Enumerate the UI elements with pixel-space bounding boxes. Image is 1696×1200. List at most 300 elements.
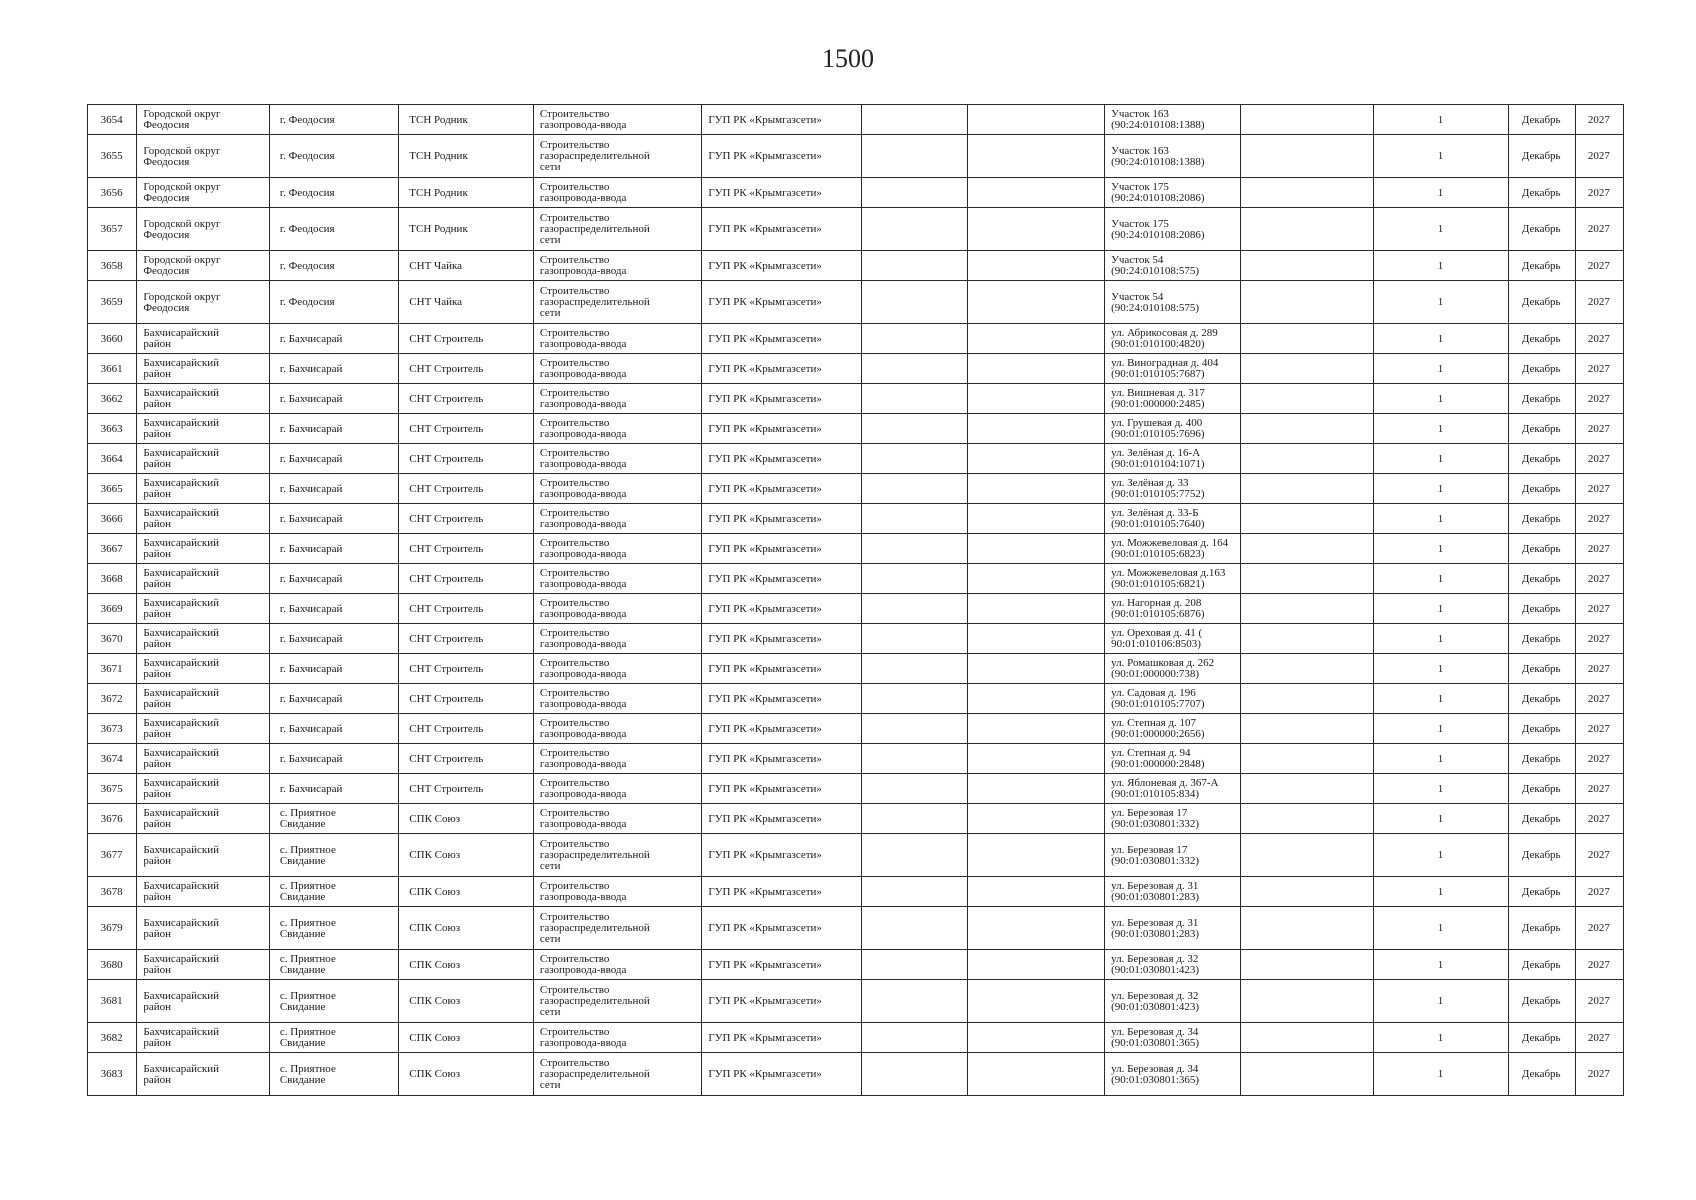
organization-cell-text: ГУП РК «Крымгазсети» <box>708 752 822 765</box>
empty-cell <box>968 178 1105 208</box>
quantity-cell <box>1374 834 1509 877</box>
month-cell-text: Декабрь <box>1521 332 1561 345</box>
partnership-cell <box>399 744 534 774</box>
address-cell <box>1105 684 1241 714</box>
address-cell <box>1105 834 1241 877</box>
district-cell-text: Бахчисарайский район <box>143 843 220 867</box>
row-number-text: 3661 <box>100 362 123 375</box>
district-cell <box>137 208 270 251</box>
address-cell-text: ул. Березовая 17 (90:01:030801:332) <box>1111 807 1200 830</box>
month-cell <box>1508 564 1575 594</box>
address-cell <box>1105 281 1241 324</box>
address-cell-text: ул. Зелёная д. 33 (90:01:010105:7752) <box>1111 477 1205 500</box>
year-cell <box>1575 208 1623 251</box>
partnership-cell <box>399 208 534 251</box>
address-cell <box>1105 654 1241 684</box>
row-number <box>88 534 137 564</box>
row-number-text: 3672 <box>100 692 123 705</box>
month-cell-text: Декабрь <box>1521 782 1561 795</box>
district-cell <box>137 624 270 654</box>
partnership-cell-text: СПК Союз <box>409 1068 461 1080</box>
settlement-cell <box>269 564 398 594</box>
address-cell <box>1105 504 1241 534</box>
quantity-cell <box>1374 1053 1509 1096</box>
empty-cell <box>861 564 968 594</box>
quantity-cell <box>1374 105 1509 135</box>
month-cell-text: Декабрь <box>1521 1031 1561 1044</box>
work-type-cell-text: Строительство газопровода-ввода <box>539 507 627 530</box>
year-cell-text: 2027 <box>1587 782 1610 795</box>
address-cell-text: Участок 175 (90:24:010108:2086) <box>1111 217 1205 241</box>
quantity-cell-text: 1 <box>1437 223 1444 235</box>
row-number <box>88 414 137 444</box>
quantity-cell-text: 1 <box>1437 849 1444 861</box>
row-number <box>88 324 137 354</box>
empty-cell <box>1240 354 1374 384</box>
row-number <box>88 877 137 907</box>
month-cell-text: Декабрь <box>1521 259 1561 272</box>
settlement-cell <box>269 684 398 714</box>
district-cell <box>137 877 270 907</box>
empty-cell <box>861 105 968 135</box>
empty-cell <box>968 980 1105 1023</box>
organization-cell <box>702 281 861 324</box>
address-cell <box>1105 714 1241 744</box>
district-cell <box>137 135 270 178</box>
partnership-cell <box>399 354 534 384</box>
address-cell-text: ул. Зелёная д. 16-А (90:01:010104:1071) <box>1111 447 1205 470</box>
partnership-cell-text: СНТ Строитель <box>409 542 484 555</box>
work-type-cell <box>533 950 701 980</box>
empty-cell <box>1240 474 1374 504</box>
organization-cell-text: ГУП РК «Крымгазсети» <box>708 223 822 235</box>
month-cell-text: Декабрь <box>1521 512 1561 525</box>
organization-cell <box>702 624 861 654</box>
year-cell-text: 2027 <box>1587 1031 1610 1044</box>
quantity-cell-text: 1 <box>1437 150 1444 162</box>
settlement-cell <box>269 474 398 504</box>
organization-cell-text: ГУП РК «Крымгазсети» <box>708 150 822 162</box>
empty-cell <box>861 714 968 744</box>
empty-cell <box>861 804 968 834</box>
address-cell <box>1105 135 1241 178</box>
empty-cell <box>861 834 968 877</box>
empty-cell <box>861 444 968 474</box>
empty-cell <box>861 980 968 1023</box>
work-type-cell <box>533 135 701 178</box>
empty-cell <box>1240 594 1374 624</box>
partnership-cell-text: СНТ Чайка <box>409 259 463 272</box>
empty-cell <box>968 907 1105 950</box>
empty-cell <box>968 774 1105 804</box>
year-cell-text: 2027 <box>1587 692 1610 705</box>
year-cell <box>1575 654 1623 684</box>
row-number <box>88 834 137 877</box>
quantity-cell <box>1374 980 1509 1023</box>
empty-cell <box>861 774 968 804</box>
address-cell <box>1105 414 1241 444</box>
settlement-cell-text: г. Бахчисарай <box>279 752 343 765</box>
month-cell-text: Декабрь <box>1521 392 1561 405</box>
organization-cell-text: ГУП РК «Крымгазсети» <box>708 296 822 308</box>
partnership-cell <box>399 877 534 907</box>
district-cell-text: Городской округ Феодосия <box>143 217 221 241</box>
district-cell <box>137 105 270 135</box>
month-cell <box>1508 594 1575 624</box>
partnership-cell-text: СНТ Строитель <box>409 332 484 345</box>
work-type-cell-text: Строительство газопровода-ввода <box>539 597 627 620</box>
address-cell-text: ул. Абрикосовая д. 289 (90:01:010100:4820) <box>1111 327 1218 350</box>
month-cell-text: Декабрь <box>1521 296 1561 308</box>
year-cell-text: 2027 <box>1587 812 1610 825</box>
partnership-cell-text: СНТ Строитель <box>409 602 484 615</box>
empty-cell <box>861 744 968 774</box>
settlement-cell <box>269 950 398 980</box>
organization-cell <box>702 414 861 444</box>
organization-cell-text: ГУП РК «Крымгазсети» <box>708 922 822 934</box>
empty-cell <box>968 714 1105 744</box>
address-cell <box>1105 744 1241 774</box>
table-row <box>88 251 1624 281</box>
month-cell <box>1508 877 1575 907</box>
work-type-cell <box>533 354 701 384</box>
settlement-cell <box>269 907 398 950</box>
work-type-cell <box>533 744 701 774</box>
organization-cell-text: ГУП РК «Крымгазсети» <box>708 392 822 405</box>
month-cell <box>1508 744 1575 774</box>
partnership-cell <box>399 774 534 804</box>
year-cell <box>1575 1023 1623 1053</box>
month-cell <box>1508 714 1575 744</box>
address-cell <box>1105 877 1241 907</box>
row-number-text: 3677 <box>100 849 123 861</box>
month-cell-text: Декабрь <box>1521 113 1561 126</box>
organization-cell-text: ГУП РК «Крымгазсети» <box>708 422 822 435</box>
district-cell-text: Городской округ Феодосия <box>143 144 221 168</box>
row-number <box>88 474 137 504</box>
settlement-cell-text: г. Бахчисарай <box>279 452 343 465</box>
empty-cell <box>968 504 1105 534</box>
partnership-cell-text: СНТ Строитель <box>409 572 484 585</box>
empty-cell <box>861 907 968 950</box>
address-cell <box>1105 804 1241 834</box>
month-cell-text: Декабрь <box>1521 150 1561 162</box>
work-type-cell <box>533 834 701 877</box>
organization-cell <box>702 1023 861 1053</box>
district-cell-text: Бахчисарайский район <box>143 477 220 500</box>
table-body <box>88 105 1624 1096</box>
partnership-cell <box>399 384 534 414</box>
address-cell <box>1105 444 1241 474</box>
year-cell <box>1575 504 1623 534</box>
district-cell <box>137 178 270 208</box>
quantity-cell-text: 1 <box>1437 885 1444 898</box>
district-cell-text: Бахчисарайский район <box>143 953 220 976</box>
work-type-cell-text: Строительство газопровода-ввода <box>539 627 627 650</box>
row-number <box>88 714 137 744</box>
organization-cell <box>702 877 861 907</box>
month-cell <box>1508 907 1575 950</box>
work-type-cell-text: Строительство газопровода-ввода <box>539 181 627 204</box>
year-cell-text: 2027 <box>1587 296 1610 308</box>
work-type-cell-text: Строительство газораспределительной сети <box>539 984 650 1018</box>
month-cell-text: Декабрь <box>1521 223 1561 235</box>
district-cell <box>137 281 270 324</box>
work-type-cell-text: Строительство газораспределительной сети <box>539 911 650 945</box>
year-cell-text: 2027 <box>1587 150 1610 162</box>
quantity-cell <box>1374 774 1509 804</box>
row-number-text: 3660 <box>100 332 123 345</box>
organization-cell <box>702 744 861 774</box>
partnership-cell-text: СПК Союз <box>409 958 461 971</box>
row-number <box>88 594 137 624</box>
empty-cell <box>861 624 968 654</box>
table-row <box>88 504 1624 534</box>
table-row <box>88 624 1624 654</box>
month-cell-text: Декабрь <box>1521 958 1561 971</box>
row-number <box>88 135 137 178</box>
address-cell-text: ул. Березовая 17 (90:01:030801:332) <box>1111 843 1200 867</box>
year-cell-text: 2027 <box>1587 662 1610 675</box>
empty-cell <box>1240 834 1374 877</box>
address-cell-text: ул. Ромашковая д. 262 (90:01:000000:738) <box>1111 657 1215 680</box>
partnership-cell <box>399 950 534 980</box>
district-cell <box>137 980 270 1023</box>
month-cell <box>1508 1023 1575 1053</box>
table-row <box>88 135 1624 178</box>
quantity-cell <box>1374 714 1509 744</box>
district-cell <box>137 504 270 534</box>
quantity-cell <box>1374 564 1509 594</box>
year-cell-text: 2027 <box>1587 392 1610 405</box>
month-cell <box>1508 1053 1575 1096</box>
empty-cell <box>968 324 1105 354</box>
empty-cell <box>1240 714 1374 744</box>
empty-cell <box>861 594 968 624</box>
work-type-cell <box>533 178 701 208</box>
work-type-cell-text: Строительство газопровода-ввода <box>539 108 627 131</box>
empty-cell <box>968 950 1105 980</box>
address-cell-text: ул. Можжевеловая д.163 (90:01:010105:6821) <box>1111 567 1226 590</box>
quantity-cell <box>1374 384 1509 414</box>
settlement-cell <box>269 1053 398 1096</box>
settlement-cell-text: г. Бахчисарай <box>279 632 343 645</box>
row-number <box>88 744 137 774</box>
settlement-cell <box>269 980 398 1023</box>
year-cell <box>1575 384 1623 414</box>
partnership-cell <box>399 980 534 1023</box>
empty-cell <box>861 654 968 684</box>
address-cell-text: ул. Степная д. 94 (90:01:000000:2848) <box>1111 747 1205 770</box>
year-cell-text: 2027 <box>1587 422 1610 435</box>
organization-cell-text: ГУП РК «Крымгазсети» <box>708 572 822 585</box>
month-cell-text: Декабрь <box>1521 602 1561 615</box>
row-number-text: 3681 <box>100 995 123 1007</box>
settlement-cell-text: г. Феодосия <box>279 150 335 162</box>
quantity-cell-text: 1 <box>1437 542 1444 555</box>
work-type-cell <box>533 251 701 281</box>
district-cell-text: Бахчисарайский район <box>143 880 220 903</box>
month-cell-text: Декабрь <box>1521 542 1561 555</box>
empty-cell <box>968 1053 1105 1096</box>
organization-cell-text: ГУП РК «Крымгазсети» <box>708 186 822 199</box>
empty-cell <box>1240 281 1374 324</box>
empty-cell <box>1240 744 1374 774</box>
month-cell-text: Декабрь <box>1521 692 1561 705</box>
district-cell <box>137 414 270 444</box>
work-type-cell-text: Строительство газопровода-ввода <box>539 447 627 470</box>
table-row <box>88 684 1624 714</box>
year-cell-text: 2027 <box>1587 995 1610 1007</box>
organization-cell <box>702 105 861 135</box>
district-cell-text: Бахчисарайский район <box>143 916 220 940</box>
empty-cell <box>968 1023 1105 1053</box>
organization-cell-text: ГУП РК «Крымгазсети» <box>708 849 822 861</box>
district-cell-text: Бахчисарайский район <box>143 989 220 1013</box>
quantity-cell-text: 1 <box>1437 422 1444 435</box>
organization-cell <box>702 178 861 208</box>
month-cell <box>1508 178 1575 208</box>
organization-cell <box>702 980 861 1023</box>
year-cell <box>1575 534 1623 564</box>
partnership-cell <box>399 594 534 624</box>
year-cell <box>1575 834 1623 877</box>
organization-cell <box>702 714 861 744</box>
address-cell <box>1105 208 1241 251</box>
address-cell <box>1105 534 1241 564</box>
partnership-cell <box>399 907 534 950</box>
empty-cell <box>1240 504 1374 534</box>
address-cell-text: ул. Вишневая д. 317 (90:01:000000:2485) <box>1111 387 1205 410</box>
quantity-cell-text: 1 <box>1437 995 1444 1007</box>
work-type-cell <box>533 980 701 1023</box>
month-cell <box>1508 444 1575 474</box>
row-number-text: 3667 <box>100 542 123 555</box>
settlement-cell-text: г. Феодосия <box>279 113 335 126</box>
month-cell <box>1508 324 1575 354</box>
empty-cell <box>1240 135 1374 178</box>
row-number <box>88 208 137 251</box>
empty-cell <box>861 178 968 208</box>
empty-cell <box>968 384 1105 414</box>
table-row <box>88 774 1624 804</box>
empty-cell <box>861 384 968 414</box>
quantity-cell-text: 1 <box>1437 692 1444 705</box>
year-cell-text: 2027 <box>1587 223 1610 235</box>
partnership-cell <box>399 251 534 281</box>
empty-cell <box>1240 564 1374 594</box>
partnership-cell-text: ТСН Родник <box>409 223 468 235</box>
settlement-cell <box>269 624 398 654</box>
work-type-cell <box>533 594 701 624</box>
organization-cell <box>702 804 861 834</box>
quantity-cell-text: 1 <box>1437 752 1444 765</box>
address-cell-text: Участок 163 (90:24:010108:1388) <box>1111 108 1205 131</box>
empty-cell <box>968 564 1105 594</box>
work-type-cell <box>533 654 701 684</box>
partnership-cell <box>399 444 534 474</box>
organization-cell <box>702 834 861 877</box>
partnership-cell-text: СНТ Строитель <box>409 482 484 495</box>
year-cell <box>1575 324 1623 354</box>
district-cell <box>137 684 270 714</box>
organization-cell <box>702 564 861 594</box>
quantity-cell <box>1374 504 1509 534</box>
work-type-cell <box>533 1023 701 1053</box>
empty-cell <box>1240 774 1374 804</box>
empty-cell <box>1240 907 1374 950</box>
work-type-cell-text: Строительство газопровода-ввода <box>539 953 627 976</box>
address-cell-text: ул. Ореховая д. 41 ( 90:01:010106:8503) <box>1111 627 1203 650</box>
month-cell <box>1508 504 1575 534</box>
quantity-cell-text: 1 <box>1437 662 1444 675</box>
settlement-cell-text: с. Приятное Свидание <box>279 880 336 903</box>
row-number <box>88 354 137 384</box>
organization-cell <box>702 208 861 251</box>
row-number <box>88 178 137 208</box>
empty-cell <box>968 654 1105 684</box>
organization-cell <box>702 1053 861 1096</box>
empty-cell <box>861 1023 968 1053</box>
row-number-text: 3668 <box>100 572 123 585</box>
partnership-cell <box>399 624 534 654</box>
work-type-cell <box>533 804 701 834</box>
work-type-cell <box>533 474 701 504</box>
organization-cell-text: ГУП РК «Крымгазсети» <box>708 782 822 795</box>
empty-cell <box>861 414 968 444</box>
quantity-cell-text: 1 <box>1437 362 1444 375</box>
quantity-cell-text: 1 <box>1437 296 1444 308</box>
settlement-cell-text: с. Приятное Свидание <box>279 1062 336 1086</box>
table-row <box>88 384 1624 414</box>
empty-cell <box>968 414 1105 444</box>
quantity-cell <box>1374 534 1509 564</box>
district-cell <box>137 804 270 834</box>
empty-cell <box>968 474 1105 504</box>
partnership-cell <box>399 804 534 834</box>
row-number <box>88 1053 137 1096</box>
district-cell <box>137 564 270 594</box>
partnership-cell <box>399 714 534 744</box>
table-row <box>88 980 1624 1023</box>
table-row <box>88 324 1624 354</box>
year-cell-text: 2027 <box>1587 113 1610 126</box>
work-type-cell-text: Строительство газопровода-ввода <box>539 387 627 410</box>
month-cell <box>1508 534 1575 564</box>
row-number-text: 3663 <box>100 422 123 435</box>
address-cell <box>1105 950 1241 980</box>
partnership-cell <box>399 281 534 324</box>
work-type-cell-text: Строительство газораспределительной сети <box>539 1057 650 1091</box>
district-cell-text: Бахчисарайский район <box>143 717 220 740</box>
settlement-cell <box>269 414 398 444</box>
address-cell-text: ул. Березовая д. 31 (90:01:030801:283) <box>1111 916 1200 940</box>
quantity-cell <box>1374 950 1509 980</box>
quantity-cell-text: 1 <box>1437 812 1444 825</box>
address-cell-text: ул. Грушевая д. 400 (90:01:010105:7696) <box>1111 417 1205 440</box>
row-number <box>88 907 137 950</box>
district-cell-text: Городской округ Феодосия <box>143 108 221 131</box>
address-cell-text: ул. Яблоневая д. 367-А (90:01:010105:834) <box>1111 777 1219 800</box>
organization-cell-text: ГУП РК «Крымгазсети» <box>708 812 822 825</box>
address-cell-text: ул. Березовая д. 31 (90:01:030801:283) <box>1111 880 1200 903</box>
month-cell-text: Декабрь <box>1521 482 1561 495</box>
month-cell-text: Декабрь <box>1521 812 1561 825</box>
district-cell <box>137 444 270 474</box>
work-type-cell <box>533 414 701 444</box>
row-number-text: 3674 <box>100 752 123 765</box>
organization-cell <box>702 324 861 354</box>
